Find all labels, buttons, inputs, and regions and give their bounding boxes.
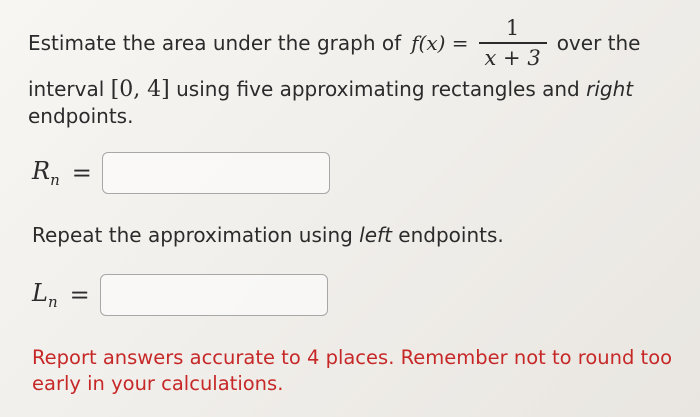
- problem-line-2: [28, 76, 688, 103]
- left-sum-label-subscript: n: [47, 293, 58, 311]
- interval-prefix: interval: [28, 77, 105, 101]
- right-sum-equals: =: [71, 159, 92, 187]
- right-sum-label: [32, 157, 60, 189]
- problem-after-fraction: over the: [556, 31, 641, 55]
- problem-line-3-text: endpoints.: [28, 104, 134, 128]
- problem-statement: [28, 8, 688, 130]
- left-sum-label-main: L: [32, 279, 48, 307]
- function-definition: f(x) =: [411, 31, 469, 55]
- fraction-denominator: x + 3: [479, 42, 547, 70]
- right-endpoint-answer-row: [32, 152, 330, 194]
- right-emphasis: right: [586, 77, 634, 101]
- left-emphasis: left: [359, 223, 392, 247]
- right-sum-label-subscript: n: [50, 171, 60, 189]
- right-sum-label-main: R: [32, 157, 51, 185]
- problem-line-3: [28, 103, 688, 130]
- repeat-instruction: [32, 223, 504, 247]
- problem-intro-text: Estimate the area under the graph of: [28, 31, 402, 55]
- interval-suffix: using five approximating rectangles and: [176, 77, 580, 101]
- fraction-numerator: 1: [505, 16, 520, 40]
- repeat-suffix: endpoints.: [398, 223, 504, 247]
- rounding-note: Report answers accurate to 4 places. Remember not to round too early in your calculations.: [32, 346, 673, 395]
- problem-line-1: [28, 8, 688, 78]
- left-sum-label: [32, 279, 58, 311]
- left-endpoint-answer-row: [32, 274, 328, 316]
- function-fraction: [479, 16, 547, 70]
- right-sum-input[interactable]: [102, 152, 330, 194]
- interval-value: [0, 4]: [110, 77, 170, 102]
- left-sum-input[interactable]: [100, 274, 328, 316]
- left-sum-equals: =: [69, 281, 90, 309]
- repeat-prefix: Repeat the approximation using: [32, 223, 353, 247]
